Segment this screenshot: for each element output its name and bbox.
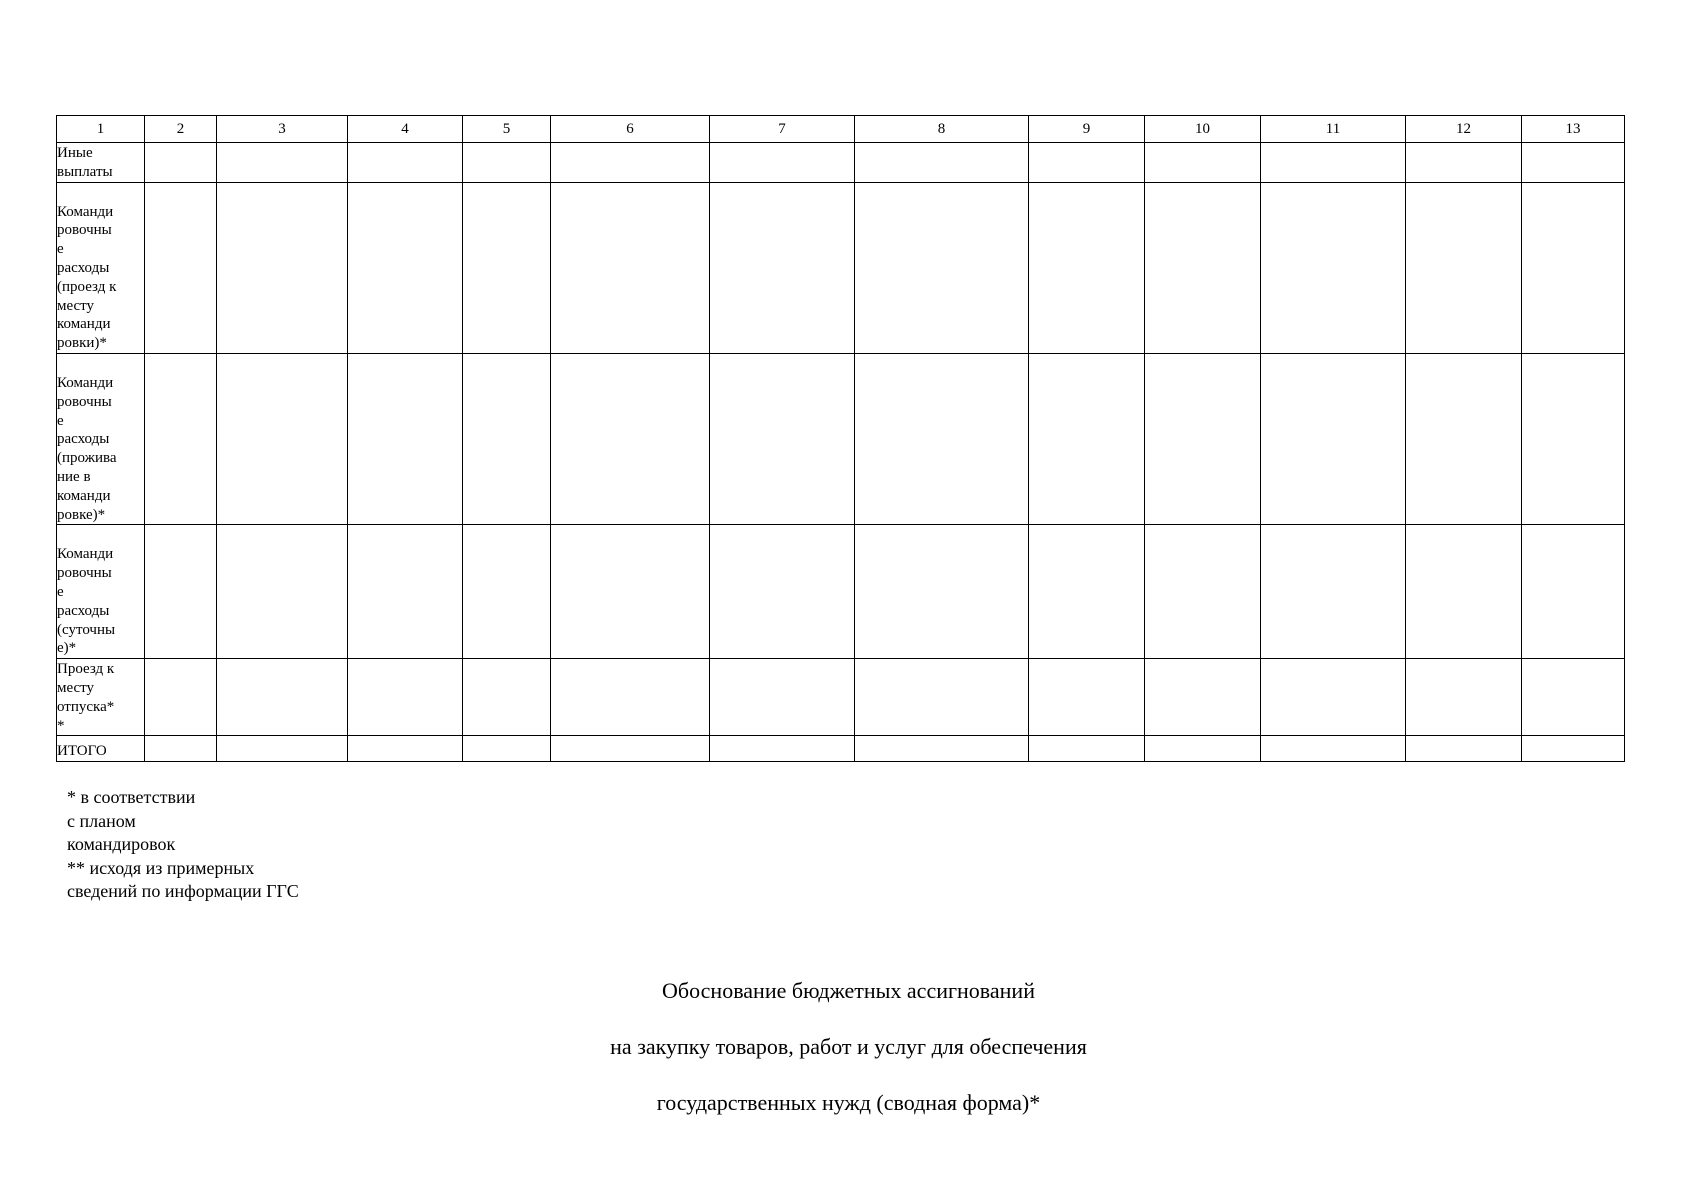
column-number: 8 (855, 116, 1029, 143)
table-cell (551, 353, 710, 524)
table-cell (1029, 736, 1145, 762)
table-cell (463, 143, 551, 183)
table-cell (855, 182, 1029, 353)
row-label: ИТОГО (57, 736, 145, 762)
table-row-total (57, 736, 1625, 762)
table-cell (855, 736, 1029, 762)
table-cell (1029, 353, 1145, 524)
table-cell (463, 659, 551, 736)
table-cell (145, 182, 217, 353)
table-cell (348, 736, 463, 762)
table-cell (348, 182, 463, 353)
table-row (57, 353, 1625, 524)
table-cell (145, 353, 217, 524)
table-cell (1406, 182, 1522, 353)
title-line: на закупку товаров, работ и услуг для обеспечения (610, 1034, 1087, 1059)
title-line: государственных нужд (сводная форма)* (656, 1090, 1041, 1115)
table-row (57, 182, 1625, 353)
table-cell (1029, 143, 1145, 183)
table-cell (1145, 736, 1261, 762)
table-cell (1406, 736, 1522, 762)
column-number: 5 (463, 116, 551, 143)
table-cell (551, 736, 710, 762)
table-cell (551, 143, 710, 183)
table-cell (463, 353, 551, 524)
table-cell (710, 143, 855, 183)
table-cell (348, 659, 463, 736)
footnotes (67, 786, 299, 904)
table-cell (463, 182, 551, 353)
table-cell (1522, 353, 1625, 524)
table-cell (217, 659, 348, 736)
table-cell (1261, 143, 1406, 183)
column-number: 2 (145, 116, 217, 143)
table-row (57, 525, 1625, 659)
table-cell (217, 353, 348, 524)
column-number: 10 (1145, 116, 1261, 143)
table-header-row (57, 116, 1625, 143)
table-cell (710, 525, 855, 659)
table-cell (1261, 736, 1406, 762)
footnote-line: сведений по информации ГГС (67, 881, 299, 901)
table-cell (463, 525, 551, 659)
table-cell (1029, 525, 1145, 659)
table-cell (1261, 182, 1406, 353)
table-cell (1145, 143, 1261, 183)
table-cell (1522, 143, 1625, 183)
table-cell (710, 736, 855, 762)
column-number: 7 (710, 116, 855, 143)
table-cell (1145, 182, 1261, 353)
title-line: Обоснование бюджетных ассигнований (662, 978, 1035, 1003)
table-cell (551, 525, 710, 659)
table-cell (1261, 353, 1406, 524)
table-cell (348, 353, 463, 524)
table-cell (145, 143, 217, 183)
footnote-line: * в соответствии (67, 787, 196, 807)
column-number: 9 (1029, 116, 1145, 143)
table-cell (348, 525, 463, 659)
table-cell (1522, 525, 1625, 659)
table-cell (855, 143, 1029, 183)
table-cell (145, 659, 217, 736)
table-cell (551, 659, 710, 736)
column-number: 3 (217, 116, 348, 143)
table-cell (1522, 659, 1625, 736)
table-cell (348, 143, 463, 183)
table-cell (1145, 353, 1261, 524)
table-cell (1145, 659, 1261, 736)
row-label: Команди ровочны е расходы (суточны е)* (57, 525, 145, 659)
table-cell (855, 525, 1029, 659)
table-cell (1029, 659, 1145, 736)
table-cell (217, 143, 348, 183)
table-cell (710, 353, 855, 524)
column-number: 12 (1406, 116, 1522, 143)
table-cell (217, 525, 348, 659)
footnote-line: с планом (67, 810, 136, 831)
table-cell (1406, 659, 1522, 736)
table-cell (855, 659, 1029, 736)
column-number: 13 (1522, 116, 1625, 143)
table-cell (1145, 525, 1261, 659)
footnote-line: командировок (67, 834, 176, 854)
row-label: Команди ровочны е расходы (прожива ние в команди ровке)* (57, 353, 145, 524)
table-cell (1029, 182, 1145, 353)
table-cell (551, 182, 710, 353)
table-cell (855, 353, 1029, 524)
column-number: 4 (348, 116, 463, 143)
table-cell (710, 659, 855, 736)
table-cell (145, 736, 217, 762)
row-label: Проезд к месту отпуска* * (57, 659, 145, 736)
budget-table (56, 115, 1625, 762)
table-cell (1522, 736, 1625, 762)
table-cell (1406, 525, 1522, 659)
table-cell (217, 182, 348, 353)
table-cell (145, 525, 217, 659)
column-number: 11 (1261, 116, 1406, 143)
row-label: Иные выплаты (57, 143, 145, 183)
table-row (57, 143, 1625, 183)
table-cell (1522, 182, 1625, 353)
table-cell (1406, 353, 1522, 524)
table-cell (1261, 525, 1406, 659)
column-number: 6 (551, 116, 710, 143)
table-cell (1261, 659, 1406, 736)
row-label: Команди ровочны е расходы (проезд к месту команди ровки)* (57, 182, 145, 353)
column-number: 1 (57, 116, 145, 143)
table-cell (710, 182, 855, 353)
table-cell (217, 736, 348, 762)
footnote-line: ** исходя из примерных (67, 857, 255, 878)
table-row (57, 659, 1625, 736)
table-cell (463, 736, 551, 762)
table-cell (1406, 143, 1522, 183)
